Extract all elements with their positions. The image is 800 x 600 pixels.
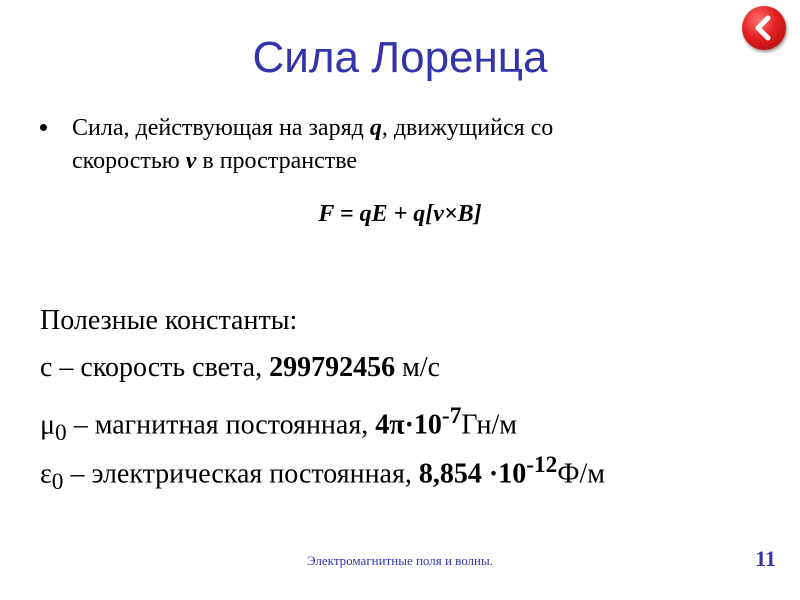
- slide-title: Сила Лоренца: [252, 33, 548, 82]
- constant-symbol: μ: [40, 409, 56, 441]
- constant-subscript: 0: [51, 468, 64, 495]
- constant-unit: м/с: [395, 352, 441, 383]
- back-button[interactable]: [742, 6, 786, 50]
- bullet-item: [40, 112, 760, 178]
- page-number: 11: [755, 546, 776, 571]
- constant-symbol: ε: [40, 458, 52, 490]
- constant-eps0: [40, 447, 605, 500]
- charge-symbol: q: [369, 115, 382, 141]
- lorentz-formula: F = qE + q[v×B]: [318, 201, 482, 227]
- bullet-text-part: скоростью: [72, 148, 186, 174]
- constant-value: 4π·10: [375, 409, 442, 441]
- constant-unit: Ф/м: [557, 458, 605, 490]
- constant-value: 299792456: [269, 352, 396, 383]
- constant-exponent: -7: [441, 403, 462, 429]
- bullet-text-part: в пространстве: [196, 148, 358, 174]
- bullet-text: [72, 112, 760, 178]
- constant-label: – электрическая постоянная,: [63, 458, 419, 490]
- chevron-left-icon: [742, 6, 786, 50]
- constant-speed-of-light: [40, 350, 440, 386]
- bullet-text-part: Сила, действующая на заряд: [72, 115, 370, 141]
- bullet-text-part: , движущийся со: [381, 115, 554, 141]
- bullet-marker: [40, 124, 47, 131]
- constant-label: – магнитная постоянная,: [66, 409, 376, 441]
- constants-heading: Полезные константы:: [40, 305, 298, 336]
- constant-label: c – скорость света,: [40, 352, 270, 383]
- constant-mu0: [40, 398, 517, 451]
- constant-unit: Гн/м: [461, 409, 517, 441]
- constant-exponent: -12: [526, 452, 558, 478]
- velocity-symbol: v: [185, 148, 197, 174]
- footer-text: Электромагнитные поля и волны.: [307, 553, 493, 568]
- constant-subscript: 0: [55, 419, 67, 446]
- constant-value: 8,854 ·10: [418, 458, 527, 490]
